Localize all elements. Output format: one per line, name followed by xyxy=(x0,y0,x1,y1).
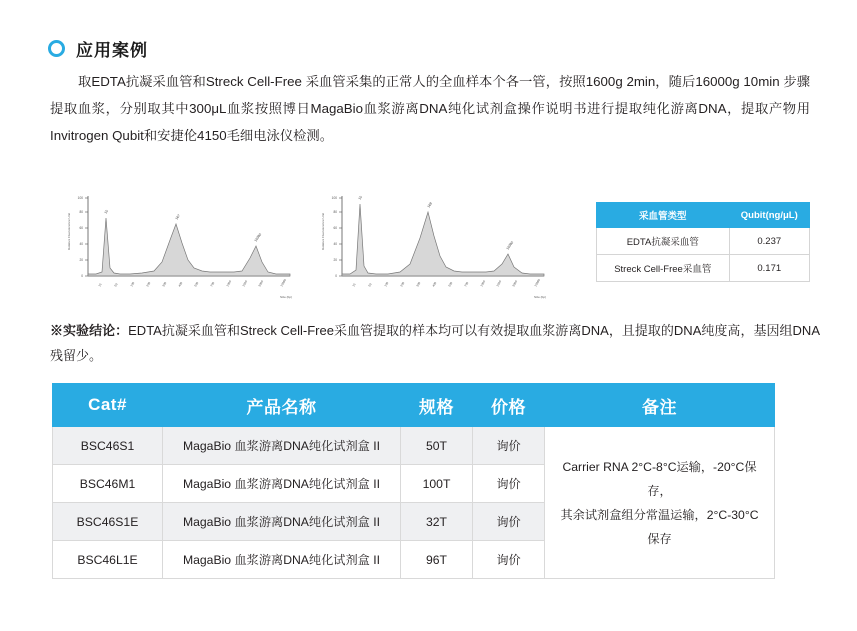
col-header-spec: 规格 xyxy=(401,384,473,427)
cell-cat: BSC46M1 xyxy=(53,465,163,503)
svg-text:10380: 10380 xyxy=(533,278,542,288)
svg-text:Size (bp): Size (bp) xyxy=(280,295,293,299)
svg-text:Size (bp): Size (bp) xyxy=(534,295,547,299)
svg-text:60: 60 xyxy=(79,226,83,230)
svg-text:0: 0 xyxy=(335,274,337,278)
svg-text:300: 300 xyxy=(161,281,168,288)
svg-text:Relative Fluorescence Unit: Relative Fluorescence Unit xyxy=(321,213,325,250)
cell-name: MagaBio 血浆游离DNA纯化试剂盒 II xyxy=(163,503,401,541)
qubit-col-tube-type: 采血管类型 xyxy=(597,203,730,228)
svg-text:200: 200 xyxy=(399,281,406,288)
cell-price: 询价 xyxy=(473,541,545,579)
table-row xyxy=(597,255,810,282)
table-row xyxy=(53,427,775,465)
qubit-col-value: Qubit(ng/μL) xyxy=(729,203,809,228)
cell-name: MagaBio 血浆游离DNA纯化试剂盒 II xyxy=(163,427,401,465)
product-table-container xyxy=(52,383,774,579)
svg-text:167: 167 xyxy=(174,213,182,221)
svg-text:1500: 1500 xyxy=(241,279,249,288)
product-table xyxy=(52,383,775,579)
qubit-cell-value: 0.171 xyxy=(729,255,809,282)
svg-text:15: 15 xyxy=(97,282,103,288)
chart-edta-svg xyxy=(58,188,298,300)
chart-streck xyxy=(312,188,552,300)
remark-line-1: Carrier RNA 2°C-8°C运输，-20°C保存， xyxy=(562,459,757,498)
cell-price: 询价 xyxy=(473,427,545,465)
intro-paragraph: 取EDTA抗凝采血管和Streck Cell-Free 采血管采集的正常人的全血样本个各一管，按照1600g 2min，随后16000g 10min 步骤提取血浆，分别取其中300μL血浆按照博日MagaBio血浆游离DNA纯化试剂盒操作说明书进行提取纯化游离DNA，提取产物用Invitrogen Qubit和安捷伦4150毛细电泳仪检测。 xyxy=(50,74,810,143)
cell-spec: 32T xyxy=(401,503,473,541)
svg-text:100: 100 xyxy=(77,196,83,200)
svg-text:40: 40 xyxy=(79,242,83,246)
cell-spec: 50T xyxy=(401,427,473,465)
svg-text:169: 169 xyxy=(426,201,434,209)
cell-cat: BSC46S1 xyxy=(53,427,163,465)
qubit-results-table xyxy=(596,202,810,282)
qubit-cell-tube-type: Streck Cell-Free采血管 xyxy=(597,255,730,282)
svg-text:10380: 10380 xyxy=(505,240,515,251)
cell-price: 询价 xyxy=(473,465,545,503)
svg-text:80: 80 xyxy=(333,210,337,214)
svg-text:1000: 1000 xyxy=(479,279,487,288)
svg-text:Relative Fluorescence Unit: Relative Fluorescence Unit xyxy=(67,213,71,250)
svg-text:1000: 1000 xyxy=(225,279,233,288)
page-title: 应用案例 xyxy=(76,41,148,60)
svg-text:15: 15 xyxy=(103,209,109,215)
col-header-cat: Cat# xyxy=(53,384,163,427)
svg-text:10380: 10380 xyxy=(253,232,263,243)
svg-text:500: 500 xyxy=(193,281,200,288)
svg-text:50: 50 xyxy=(367,282,373,288)
svg-text:200: 200 xyxy=(145,281,152,288)
ring-icon xyxy=(48,40,65,57)
svg-text:500: 500 xyxy=(447,281,454,288)
svg-text:400: 400 xyxy=(431,281,438,288)
cell-cat: BSC46S1E xyxy=(53,503,163,541)
qubit-table-header-row xyxy=(597,203,810,228)
svg-text:3000: 3000 xyxy=(511,279,519,288)
svg-text:50: 50 xyxy=(113,282,119,288)
svg-text:100: 100 xyxy=(331,196,337,200)
conclusion-text xyxy=(50,318,820,368)
svg-text:20: 20 xyxy=(79,258,83,262)
cell-name: MagaBio 血浆游离DNA纯化试剂盒 II xyxy=(163,465,401,503)
qubit-cell-tube-type: EDTA抗凝采血管 xyxy=(597,228,730,255)
qubit-cell-value: 0.237 xyxy=(729,228,809,255)
figures-row xyxy=(50,188,815,300)
svg-text:40: 40 xyxy=(333,242,337,246)
cell-price: 询价 xyxy=(473,503,545,541)
svg-text:1500: 1500 xyxy=(495,279,503,288)
svg-text:80: 80 xyxy=(79,210,83,214)
cell-remark xyxy=(545,427,775,579)
cell-spec: 96T xyxy=(401,541,473,579)
conclusion-prefix: ※实验结论： xyxy=(50,323,129,338)
remark-line-2: 其余试剂盒组分常温运输，2°C-30°C保存 xyxy=(560,507,759,546)
svg-text:20: 20 xyxy=(333,258,337,262)
svg-text:700: 700 xyxy=(209,281,216,288)
svg-text:700: 700 xyxy=(463,281,470,288)
chart-edta xyxy=(58,188,298,300)
col-header-name: 产品名称 xyxy=(163,384,401,427)
section-header xyxy=(48,36,148,61)
svg-text:300: 300 xyxy=(415,281,422,288)
svg-text:15: 15 xyxy=(351,282,357,288)
cell-spec: 100T xyxy=(401,465,473,503)
col-header-price: 价格 xyxy=(473,384,545,427)
cell-name: MagaBio 血浆游离DNA纯化试剂盒 II xyxy=(163,541,401,579)
svg-text:400: 400 xyxy=(177,281,184,288)
svg-text:100: 100 xyxy=(383,281,390,288)
conclusion-body: EDTA抗凝采血管和Streck Cell-Free采血管提取的样本均可以有效提取血浆游离DNA，且提取的DNA纯度高，基因组DNA残留少。 xyxy=(50,323,820,363)
svg-text:60: 60 xyxy=(333,226,337,230)
product-table-header-row xyxy=(53,384,775,427)
chart-streck-svg xyxy=(312,188,552,300)
svg-text:100: 100 xyxy=(129,281,136,288)
col-header-remark: 备注 xyxy=(545,384,775,427)
svg-text:10380: 10380 xyxy=(279,278,288,288)
svg-text:3000: 3000 xyxy=(257,279,265,288)
svg-text:15: 15 xyxy=(357,195,363,201)
table-row xyxy=(597,228,810,255)
cell-cat: BSC46L1E xyxy=(53,541,163,579)
svg-text:0: 0 xyxy=(81,274,83,278)
